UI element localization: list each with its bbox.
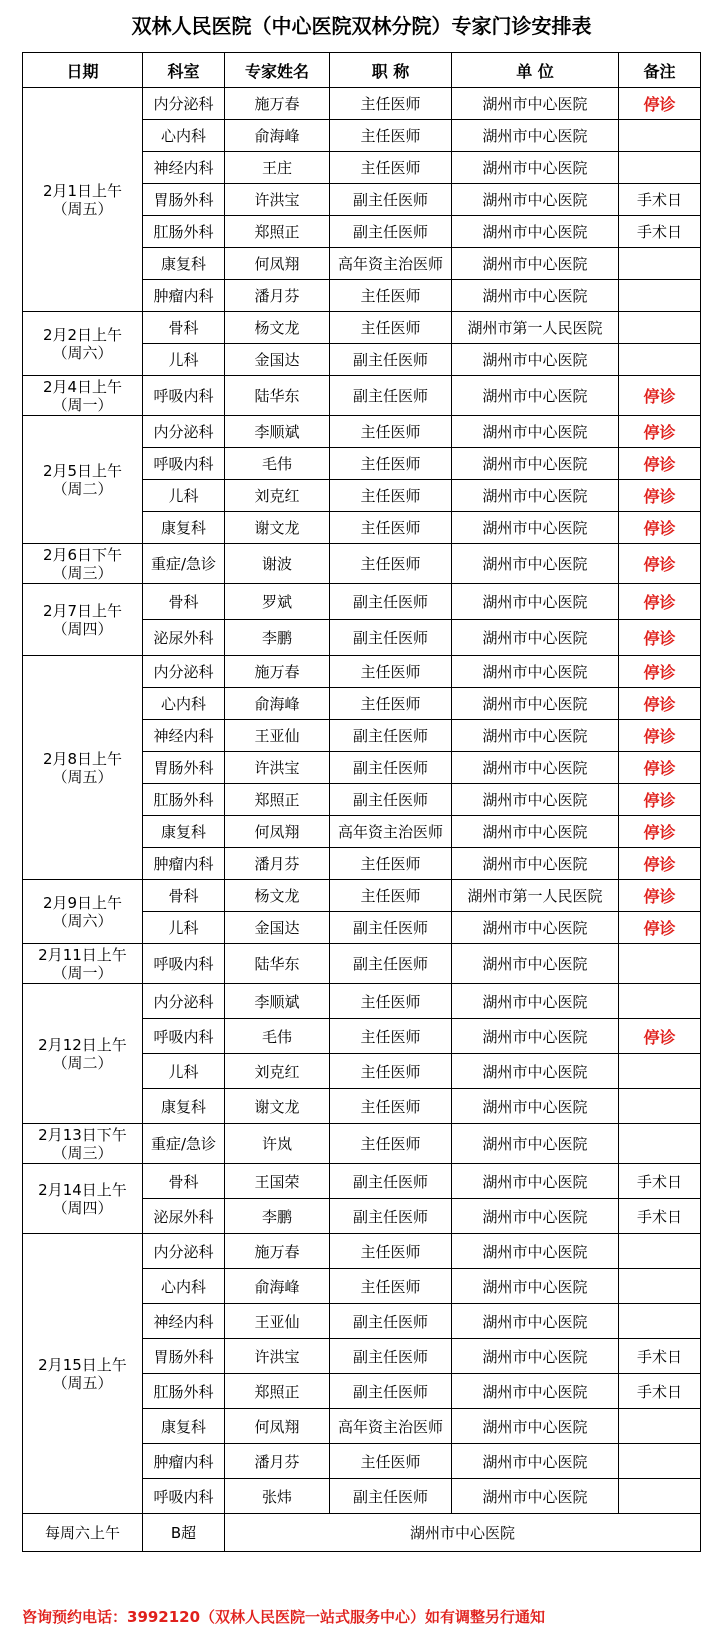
note-cell bbox=[619, 1089, 701, 1124]
note-cell: 手术日 bbox=[619, 184, 701, 216]
unit-cell: 湖州市中心医院 bbox=[452, 848, 619, 880]
note-cell bbox=[619, 1444, 701, 1479]
department-cell: 儿科 bbox=[143, 912, 225, 944]
title-cell: 主任医师 bbox=[330, 1124, 452, 1164]
weekday-label: （周一） bbox=[52, 963, 113, 982]
note-cell: 停诊 bbox=[619, 480, 701, 512]
note-cell: 停诊 bbox=[619, 816, 701, 848]
doctor-cell: 刘克红 bbox=[225, 480, 330, 512]
date-cell bbox=[23, 544, 143, 584]
note-cell: 手术日 bbox=[619, 1164, 701, 1199]
table-row bbox=[23, 544, 701, 584]
note-cell: 停诊 bbox=[619, 880, 701, 912]
table-row bbox=[23, 656, 701, 688]
doctor-cell: 俞海峰 bbox=[225, 120, 330, 152]
department-cell: 神经内科 bbox=[143, 1304, 225, 1339]
department-cell: 泌尿外科 bbox=[143, 620, 225, 656]
title-cell: 主任医师 bbox=[330, 1234, 452, 1269]
unit-cell: 湖州市中心医院 bbox=[452, 216, 619, 248]
unit-cell: 湖州市中心医院 bbox=[452, 584, 619, 620]
doctor-cell: 何凤翔 bbox=[225, 816, 330, 848]
table-row bbox=[23, 584, 701, 620]
doctor-cell: 李鹏 bbox=[225, 620, 330, 656]
title-cell: 主任医师 bbox=[330, 416, 452, 448]
note-cell bbox=[619, 344, 701, 376]
unit-cell: 湖州市中心医院 bbox=[452, 984, 619, 1019]
unit-cell: 湖州市中心医院 bbox=[452, 88, 619, 120]
doctor-cell: 王亚仙 bbox=[225, 1304, 330, 1339]
weekday-label: （周一） bbox=[52, 395, 113, 414]
table-row bbox=[23, 984, 701, 1019]
table-row bbox=[23, 88, 701, 120]
title-cell: 主任医师 bbox=[330, 1089, 452, 1124]
department-cell: 骨科 bbox=[143, 1164, 225, 1199]
unit-cell: 湖州市中心医院 bbox=[452, 1164, 619, 1199]
title-cell: 主任医师 bbox=[330, 1269, 452, 1304]
unit-cell: 湖州市中心医院 bbox=[452, 152, 619, 184]
schedule-table bbox=[22, 52, 701, 1552]
note-cell: 停诊 bbox=[619, 720, 701, 752]
department-cell: 骨科 bbox=[143, 312, 225, 344]
title-cell: 主任医师 bbox=[330, 480, 452, 512]
unit-cell: 湖州市中心医院 bbox=[452, 784, 619, 816]
unit-cell: 湖州市中心医院 bbox=[452, 544, 619, 584]
date-cell bbox=[23, 312, 143, 376]
department-cell: 肛肠外科 bbox=[143, 1374, 225, 1409]
title-cell: 副主任医师 bbox=[330, 1199, 452, 1234]
department-cell: 呼吸内科 bbox=[143, 448, 225, 480]
weekday-label: （周四） bbox=[52, 619, 113, 638]
date-label: 2月7日上午 bbox=[42, 601, 123, 620]
weekday-label: （周五） bbox=[52, 199, 113, 218]
title-cell: 副主任医师 bbox=[330, 376, 452, 416]
department-cell: 心内科 bbox=[143, 1269, 225, 1304]
unit-cell: 湖州市中心医院 bbox=[452, 344, 619, 376]
note-cell bbox=[619, 1409, 701, 1444]
doctor-cell: 毛伟 bbox=[225, 448, 330, 480]
header-note: 备注 bbox=[619, 53, 701, 88]
header-department: 科室 bbox=[143, 53, 225, 88]
doctor-cell: 何凤翔 bbox=[225, 1409, 330, 1444]
header-doctor: 专家姓名 bbox=[225, 53, 330, 88]
department-cell: 内分泌科 bbox=[143, 88, 225, 120]
date-cell bbox=[23, 584, 143, 656]
note-cell: 停诊 bbox=[619, 584, 701, 620]
title-cell: 高年资主治医师 bbox=[330, 248, 452, 280]
title-cell: 主任医师 bbox=[330, 544, 452, 584]
department-cell: 重症/急诊 bbox=[143, 544, 225, 584]
doctor-cell: 金国达 bbox=[225, 912, 330, 944]
table-row bbox=[23, 1234, 701, 1269]
date-cell bbox=[23, 1234, 143, 1514]
unit-cell: 湖州市中心医院 bbox=[452, 620, 619, 656]
unit-cell: 湖州市中心医院 bbox=[452, 1304, 619, 1339]
department-cell: 内分泌科 bbox=[143, 1234, 225, 1269]
title-cell: 主任医师 bbox=[330, 312, 452, 344]
note-cell: 停诊 bbox=[619, 544, 701, 584]
doctor-cell: 郑照正 bbox=[225, 216, 330, 248]
doctor-cell: 金国达 bbox=[225, 344, 330, 376]
weekly-department-cell: B超 bbox=[143, 1514, 225, 1552]
department-cell: 内分泌科 bbox=[143, 416, 225, 448]
unit-cell: 湖州市第一人民医院 bbox=[452, 312, 619, 344]
department-cell: 重症/急诊 bbox=[143, 1124, 225, 1164]
table-row bbox=[23, 416, 701, 448]
title-cell: 主任医师 bbox=[330, 512, 452, 544]
weekday-label: （周六） bbox=[52, 911, 113, 930]
department-cell: 心内科 bbox=[143, 688, 225, 720]
department-cell: 胃肠外科 bbox=[143, 184, 225, 216]
unit-cell: 湖州市中心医院 bbox=[452, 720, 619, 752]
title-cell: 副主任医师 bbox=[330, 720, 452, 752]
note-cell: 停诊 bbox=[619, 688, 701, 720]
title-cell: 副主任医师 bbox=[330, 1304, 452, 1339]
department-cell: 胃肠外科 bbox=[143, 752, 225, 784]
unit-cell: 湖州市第一人民医院 bbox=[452, 880, 619, 912]
doctor-cell: 李顺斌 bbox=[225, 984, 330, 1019]
title-cell: 主任医师 bbox=[330, 152, 452, 184]
department-cell: 呼吸内科 bbox=[143, 944, 225, 984]
unit-cell: 湖州市中心医院 bbox=[452, 1479, 619, 1514]
unit-cell: 湖州市中心医院 bbox=[452, 912, 619, 944]
header-unit: 单 位 bbox=[452, 53, 619, 88]
title-cell: 副主任医师 bbox=[330, 1164, 452, 1199]
unit-cell: 湖州市中心医院 bbox=[452, 1444, 619, 1479]
title-cell: 主任医师 bbox=[330, 280, 452, 312]
table-row bbox=[23, 376, 701, 416]
date-label: 2月12日上午 bbox=[38, 1035, 127, 1054]
doctor-cell: 施万春 bbox=[225, 1234, 330, 1269]
date-cell bbox=[23, 880, 143, 944]
unit-cell: 湖州市中心医院 bbox=[452, 1054, 619, 1089]
department-cell: 儿科 bbox=[143, 480, 225, 512]
table-row bbox=[23, 312, 701, 344]
table-header-row bbox=[23, 53, 701, 88]
weekday-label: （周二） bbox=[52, 479, 113, 498]
department-cell: 骨科 bbox=[143, 880, 225, 912]
date-label: 2月11日上午 bbox=[38, 945, 127, 964]
note-cell: 手术日 bbox=[619, 216, 701, 248]
department-cell: 泌尿外科 bbox=[143, 1199, 225, 1234]
doctor-cell: 潘月芬 bbox=[225, 1444, 330, 1479]
doctor-cell: 许洪宝 bbox=[225, 1339, 330, 1374]
weekday-label: （周六） bbox=[52, 343, 113, 362]
department-cell: 康复科 bbox=[143, 816, 225, 848]
note-cell: 停诊 bbox=[619, 1019, 701, 1054]
doctor-cell: 刘克红 bbox=[225, 1054, 330, 1089]
department-cell: 呼吸内科 bbox=[143, 1479, 225, 1514]
title-cell: 主任医师 bbox=[330, 1019, 452, 1054]
table-row bbox=[23, 1164, 701, 1199]
date-cell bbox=[23, 944, 143, 984]
unit-cell: 湖州市中心医院 bbox=[452, 512, 619, 544]
department-cell: 儿科 bbox=[143, 1054, 225, 1089]
doctor-cell: 李鹏 bbox=[225, 1199, 330, 1234]
department-cell: 儿科 bbox=[143, 344, 225, 376]
title-cell: 副主任医师 bbox=[330, 184, 452, 216]
date-cell bbox=[23, 1164, 143, 1234]
date-cell bbox=[23, 416, 143, 544]
unit-cell: 湖州市中心医院 bbox=[452, 448, 619, 480]
doctor-cell: 杨文龙 bbox=[225, 880, 330, 912]
weekly-unit-cell: 湖州市中心医院 bbox=[225, 1514, 701, 1552]
unit-cell: 湖州市中心医院 bbox=[452, 1339, 619, 1374]
note-cell bbox=[619, 312, 701, 344]
doctor-cell: 毛伟 bbox=[225, 1019, 330, 1054]
weekly-date-cell: 每周六上午 bbox=[23, 1514, 143, 1552]
note-cell: 停诊 bbox=[619, 512, 701, 544]
doctor-cell: 罗斌 bbox=[225, 584, 330, 620]
department-cell: 肿瘤内科 bbox=[143, 280, 225, 312]
department-cell: 胃肠外科 bbox=[143, 1339, 225, 1374]
doctor-cell: 谢文龙 bbox=[225, 512, 330, 544]
title-cell: 主任医师 bbox=[330, 448, 452, 480]
date-cell bbox=[23, 656, 143, 880]
date-cell bbox=[23, 984, 143, 1124]
note-cell: 停诊 bbox=[619, 848, 701, 880]
note-cell bbox=[619, 120, 701, 152]
note-cell bbox=[619, 152, 701, 184]
note-cell: 手术日 bbox=[619, 1199, 701, 1234]
doctor-cell: 王亚仙 bbox=[225, 720, 330, 752]
table-body bbox=[23, 88, 701, 1552]
department-cell: 肿瘤内科 bbox=[143, 848, 225, 880]
note-cell: 停诊 bbox=[619, 416, 701, 448]
date-label: 2月14日上午 bbox=[38, 1180, 127, 1199]
unit-cell: 湖州市中心医院 bbox=[452, 1089, 619, 1124]
weekday-label: （周二） bbox=[52, 1053, 113, 1072]
date-cell bbox=[23, 88, 143, 312]
weekday-label: （周四） bbox=[52, 1198, 113, 1217]
doctor-cell: 许岚 bbox=[225, 1124, 330, 1164]
department-cell: 骨科 bbox=[143, 584, 225, 620]
contact-footer: 咨询预约电话：3992120（双林人民医院一站式服务中心）如有调整另行通知 bbox=[22, 1608, 546, 1626]
unit-cell: 湖州市中心医院 bbox=[452, 752, 619, 784]
date-label: 2月4日上午 bbox=[42, 377, 123, 396]
title-cell: 主任医师 bbox=[330, 88, 452, 120]
title-cell: 高年资主治医师 bbox=[330, 1409, 452, 1444]
unit-cell: 湖州市中心医院 bbox=[452, 120, 619, 152]
unit-cell: 湖州市中心医院 bbox=[452, 376, 619, 416]
department-cell: 呼吸内科 bbox=[143, 376, 225, 416]
doctor-cell: 杨文龙 bbox=[225, 312, 330, 344]
note-cell bbox=[619, 1054, 701, 1089]
unit-cell: 湖州市中心医院 bbox=[452, 1409, 619, 1444]
doctor-cell: 谢文龙 bbox=[225, 1089, 330, 1124]
title-cell: 副主任医师 bbox=[330, 944, 452, 984]
note-cell: 停诊 bbox=[619, 448, 701, 480]
doctor-cell: 张炜 bbox=[225, 1479, 330, 1514]
doctor-cell: 郑照正 bbox=[225, 784, 330, 816]
note-cell: 停诊 bbox=[619, 784, 701, 816]
unit-cell: 湖州市中心医院 bbox=[452, 1269, 619, 1304]
unit-cell: 湖州市中心医院 bbox=[452, 1124, 619, 1164]
doctor-cell: 王国荣 bbox=[225, 1164, 330, 1199]
weekday-label: （周五） bbox=[52, 767, 113, 786]
date-label: 2月5日上午 bbox=[42, 461, 123, 480]
date-label: 2月2日上午 bbox=[42, 325, 123, 344]
unit-cell: 湖州市中心医院 bbox=[452, 816, 619, 848]
unit-cell: 湖州市中心医院 bbox=[452, 1374, 619, 1409]
department-cell: 肛肠外科 bbox=[143, 216, 225, 248]
doctor-cell: 施万春 bbox=[225, 656, 330, 688]
doctor-cell: 潘月芬 bbox=[225, 848, 330, 880]
title-cell: 副主任医师 bbox=[330, 584, 452, 620]
unit-cell: 湖州市中心医院 bbox=[452, 944, 619, 984]
note-cell: 手术日 bbox=[619, 1339, 701, 1374]
unit-cell: 湖州市中心医院 bbox=[452, 280, 619, 312]
title-cell: 副主任医师 bbox=[330, 1339, 452, 1374]
date-label: 2月1日上午 bbox=[42, 181, 123, 200]
department-cell: 心内科 bbox=[143, 120, 225, 152]
date-cell bbox=[23, 376, 143, 416]
table-row bbox=[23, 1124, 701, 1164]
doctor-cell: 李顺斌 bbox=[225, 416, 330, 448]
note-cell bbox=[619, 1124, 701, 1164]
date-label: 2月15日上午 bbox=[38, 1355, 127, 1374]
department-cell: 内分泌科 bbox=[143, 656, 225, 688]
unit-cell: 湖州市中心医院 bbox=[452, 248, 619, 280]
table-row bbox=[23, 880, 701, 912]
date-cell bbox=[23, 1124, 143, 1164]
note-cell bbox=[619, 1304, 701, 1339]
title-cell: 副主任医师 bbox=[330, 620, 452, 656]
department-cell: 康复科 bbox=[143, 1089, 225, 1124]
department-cell: 内分泌科 bbox=[143, 984, 225, 1019]
doctor-cell: 谢波 bbox=[225, 544, 330, 584]
note-cell bbox=[619, 984, 701, 1019]
note-cell bbox=[619, 280, 701, 312]
title-cell: 副主任医师 bbox=[330, 1374, 452, 1409]
title-cell: 主任医师 bbox=[330, 984, 452, 1019]
table-row bbox=[23, 944, 701, 984]
weekday-label: （周五） bbox=[52, 1373, 113, 1392]
note-cell: 停诊 bbox=[619, 376, 701, 416]
title-cell: 副主任医师 bbox=[330, 216, 452, 248]
department-cell: 肿瘤内科 bbox=[143, 1444, 225, 1479]
unit-cell: 湖州市中心医院 bbox=[452, 1199, 619, 1234]
date-label: 2月6日下午 bbox=[42, 545, 123, 564]
page-title: 双林人民医院（中心医院双林分院）专家门诊安排表 bbox=[131, 14, 592, 38]
note-cell bbox=[619, 1269, 701, 1304]
date-label: 2月9日上午 bbox=[42, 893, 123, 912]
department-cell: 康复科 bbox=[143, 248, 225, 280]
date-label: 2月8日上午 bbox=[42, 749, 123, 768]
title-cell: 主任医师 bbox=[330, 120, 452, 152]
title-cell: 主任医师 bbox=[330, 656, 452, 688]
title-cell: 主任医师 bbox=[330, 848, 452, 880]
title-cell: 副主任医师 bbox=[330, 784, 452, 816]
title-cell: 主任医师 bbox=[330, 1054, 452, 1089]
header-title: 职 称 bbox=[330, 53, 452, 88]
unit-cell: 湖州市中心医院 bbox=[452, 184, 619, 216]
doctor-cell: 俞海峰 bbox=[225, 688, 330, 720]
unit-cell: 湖州市中心医院 bbox=[452, 480, 619, 512]
title-cell: 高年资主治医师 bbox=[330, 816, 452, 848]
department-cell: 神经内科 bbox=[143, 720, 225, 752]
doctor-cell: 何凤翔 bbox=[225, 248, 330, 280]
doctor-cell: 施万春 bbox=[225, 88, 330, 120]
note-cell bbox=[619, 944, 701, 984]
department-cell: 呼吸内科 bbox=[143, 1019, 225, 1054]
note-cell bbox=[619, 1234, 701, 1269]
title-cell: 主任医师 bbox=[330, 880, 452, 912]
date-label: 2月13日下午 bbox=[38, 1125, 127, 1144]
weekly-row bbox=[23, 1514, 701, 1552]
doctor-cell: 王庄 bbox=[225, 152, 330, 184]
note-cell: 停诊 bbox=[619, 620, 701, 656]
department-cell: 康复科 bbox=[143, 1409, 225, 1444]
title-cell: 副主任医师 bbox=[330, 1479, 452, 1514]
doctor-cell: 潘月芬 bbox=[225, 280, 330, 312]
unit-cell: 湖州市中心医院 bbox=[452, 656, 619, 688]
title-cell: 副主任医师 bbox=[330, 912, 452, 944]
unit-cell: 湖州市中心医院 bbox=[452, 1234, 619, 1269]
weekday-label: （周三） bbox=[52, 1143, 113, 1162]
department-cell: 康复科 bbox=[143, 512, 225, 544]
note-cell: 手术日 bbox=[619, 1374, 701, 1409]
note-cell: 停诊 bbox=[619, 912, 701, 944]
doctor-cell: 陆华东 bbox=[225, 944, 330, 984]
title-cell: 主任医师 bbox=[330, 688, 452, 720]
note-cell: 停诊 bbox=[619, 88, 701, 120]
unit-cell: 湖州市中心医院 bbox=[452, 416, 619, 448]
note-cell bbox=[619, 248, 701, 280]
department-cell: 肛肠外科 bbox=[143, 784, 225, 816]
department-cell: 神经内科 bbox=[143, 152, 225, 184]
note-cell: 停诊 bbox=[619, 656, 701, 688]
title-cell: 主任医师 bbox=[330, 1444, 452, 1479]
header-date: 日期 bbox=[23, 53, 143, 88]
doctor-cell: 许洪宝 bbox=[225, 752, 330, 784]
unit-cell: 湖州市中心医院 bbox=[452, 688, 619, 720]
title-cell: 副主任医师 bbox=[330, 752, 452, 784]
unit-cell: 湖州市中心医院 bbox=[452, 1019, 619, 1054]
note-cell: 停诊 bbox=[619, 752, 701, 784]
note-cell bbox=[619, 1479, 701, 1514]
title-cell: 副主任医师 bbox=[330, 344, 452, 376]
doctor-cell: 许洪宝 bbox=[225, 184, 330, 216]
doctor-cell: 陆华东 bbox=[225, 376, 330, 416]
weekday-label: （周三） bbox=[52, 563, 113, 582]
doctor-cell: 俞海峰 bbox=[225, 1269, 330, 1304]
doctor-cell: 郑照正 bbox=[225, 1374, 330, 1409]
